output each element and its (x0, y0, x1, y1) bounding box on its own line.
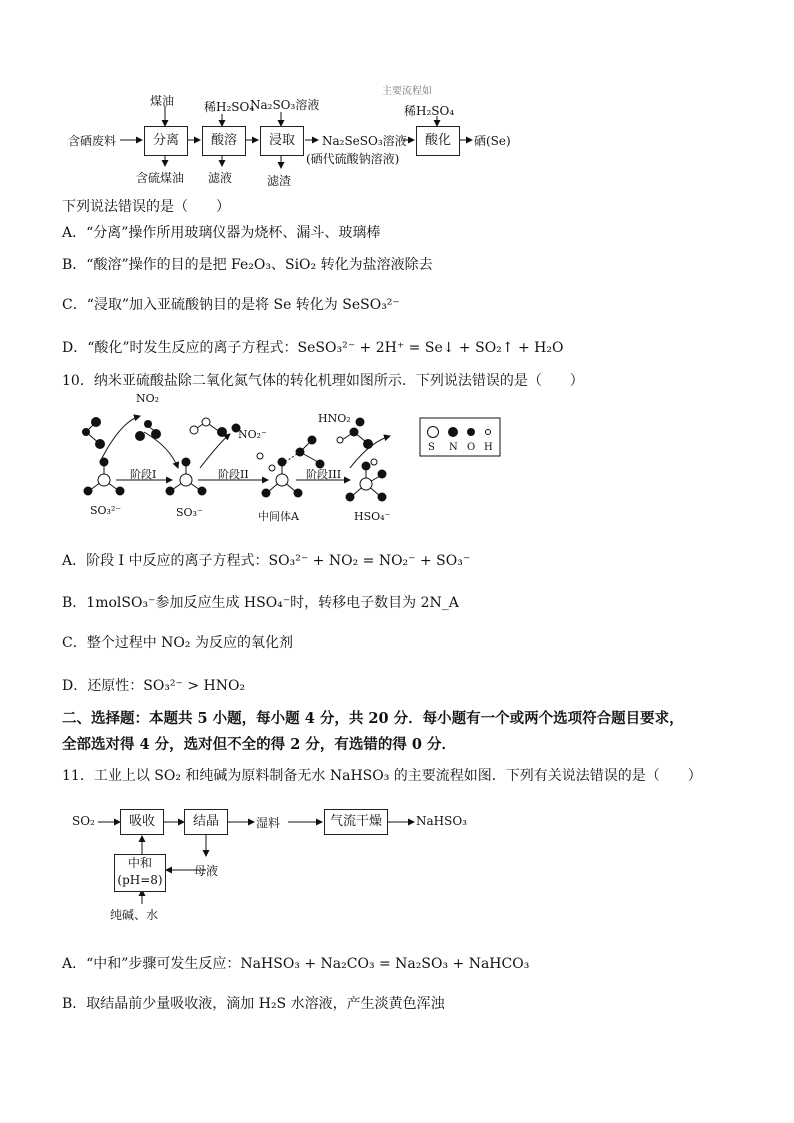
legend-h-label: H (484, 442, 493, 453)
label-hno2: HNO₂ (318, 412, 351, 425)
label-hso4: HSO₄⁻ (354, 510, 391, 523)
product-se: 硒(Se) (474, 134, 511, 148)
mid-solution-note: (硒代硫酸钠溶液) (306, 152, 400, 166)
label-wet-material: 湿料 (256, 816, 281, 830)
legend-s-label: S (428, 442, 435, 453)
neutralize-label: 中和 (127, 856, 152, 870)
legend-o-icon (467, 428, 475, 436)
input-acid-2: 稀H₂SO₄ (404, 104, 455, 118)
q10-option-d: D．还原性：SO₃²⁻ > HNO₂ (62, 678, 246, 694)
label-no2-top: NO₂ (136, 392, 160, 405)
box-separate: 分离 (144, 126, 188, 156)
q9-option-d: D．“酸化”时发生反应的离子方程式：SeSO₃²⁻ + 2H⁺ = Se↓ + SO₂↑ + H₂O (62, 340, 564, 356)
molecule-no2-top (82, 417, 161, 449)
flowchart-q11 (70, 804, 490, 924)
box-acidify: 酸化 (416, 126, 460, 156)
q9-option-c: C．“浸取”加入亚硫酸钠目的是将 Se 转化为 SeSO₃²⁻ (62, 297, 400, 313)
q10-option-c: C．整个过程中 NO₂ 为反应的氧化剂 (62, 635, 293, 651)
label-so3-1: SO₃⁻ (176, 506, 203, 519)
box-crystallize: 结晶 (184, 809, 228, 835)
box-neutralize (114, 854, 166, 892)
legend-n-icon (448, 427, 458, 437)
top-fragment: 主要流程如 (382, 86, 432, 97)
q10-option-b: B．1molSO₃⁻参加反应生成 HSO₄⁻时，转移电子数目为 2N_A (62, 595, 459, 611)
molecule-no2-minus (190, 418, 241, 437)
output-sulfur-kerosene: 含硫煤油 (136, 171, 185, 185)
label-so3-2: SO₃²⁻ (90, 504, 122, 517)
legend-o-label: O (467, 442, 476, 453)
label-stage2: 阶段II (218, 468, 249, 481)
neutralize-ph: (pH=8) (117, 873, 163, 887)
label-mother-liquor: 母液 (194, 864, 219, 878)
q10-option-a: A．阶段 I 中反应的离子方程式：SO₃²⁻ + NO₂ = NO₂⁻ + SO₃⁻ (62, 553, 471, 569)
product-nahso3: NaHSO₃ (416, 814, 467, 828)
section2-line1: 二、选择题：本题共 5 小题，每小题 4 分，共 20 分．每小题有一个或两个选项符合题目要求， (62, 710, 684, 727)
input-so2: SO₂ (72, 814, 95, 828)
legend-n-label: N (449, 442, 458, 453)
q10-stem: 10．纳米亚硫酸盐除二氧化氮气体的转化机理如图所示．下列说法错误的是（ ） (62, 373, 584, 389)
molecule-so3-2 (84, 458, 125, 496)
input-kerosene: 煤油 (150, 94, 175, 108)
q9-option-b: B．“酸溶”操作的目的是把 Fe₂O₃、SiO₂ 转化为盐溶液除去 (62, 257, 433, 273)
section2-line2: 全部选对得 4 分，选对但不全的得 2 分，有选错的得 0 分． (62, 736, 457, 753)
input-soda-water: 纯碱、水 (110, 908, 159, 922)
mechanism-diagram (60, 392, 580, 532)
box-leach: 浸取 (260, 126, 304, 156)
legend-h-icon (486, 430, 491, 435)
label-stage3: 阶段III (306, 468, 342, 481)
feed-label: 含硒废料 (68, 134, 117, 148)
q9-stem: 下列说法错误的是（ ） (62, 199, 230, 215)
label-stage1: 阶段I (130, 468, 157, 481)
molecule-so3-1 (166, 458, 207, 496)
label-no2-minus: NO₂⁻ (238, 428, 267, 441)
q11-stem: 11．工业上以 SO₂ 和纯碱为原料制备无水 NaHSO₃ 的主要流程如图．下列有关说法错误的是（ ） (62, 768, 702, 784)
q9-option-a: A．“分离”操作所用玻璃仪器为烧杯、漏斗、玻璃棒 (62, 225, 381, 241)
output-filtrate: 滤液 (208, 171, 233, 185)
box-acid-dissolve: 酸溶 (202, 126, 246, 156)
q11-option-a: A．“中和”步骤可发生反应：NaHSO₃ + Na₂CO₃ = Na₂SO₃ + NaHCO₃ (62, 956, 530, 972)
output-residue: 滤渣 (267, 174, 292, 188)
box-air-dry: 气流干燥 (324, 809, 388, 835)
flowchart-q9 (60, 84, 620, 194)
mid-solution: Na₂SeSO₃溶液 (322, 134, 407, 148)
input-na2so3: Na₂SO₃溶液 (250, 98, 320, 112)
box-absorb: 吸收 (120, 809, 164, 835)
legend-s-icon (428, 427, 439, 438)
label-intermediate-a: 中间体A (258, 510, 299, 523)
input-acid: 稀H₂SO₄ (204, 100, 255, 114)
q11-option-b: B．取结晶前少量吸收液，滴加 H₂S 水溶液，产生淡黄色浑浊 (62, 996, 445, 1012)
